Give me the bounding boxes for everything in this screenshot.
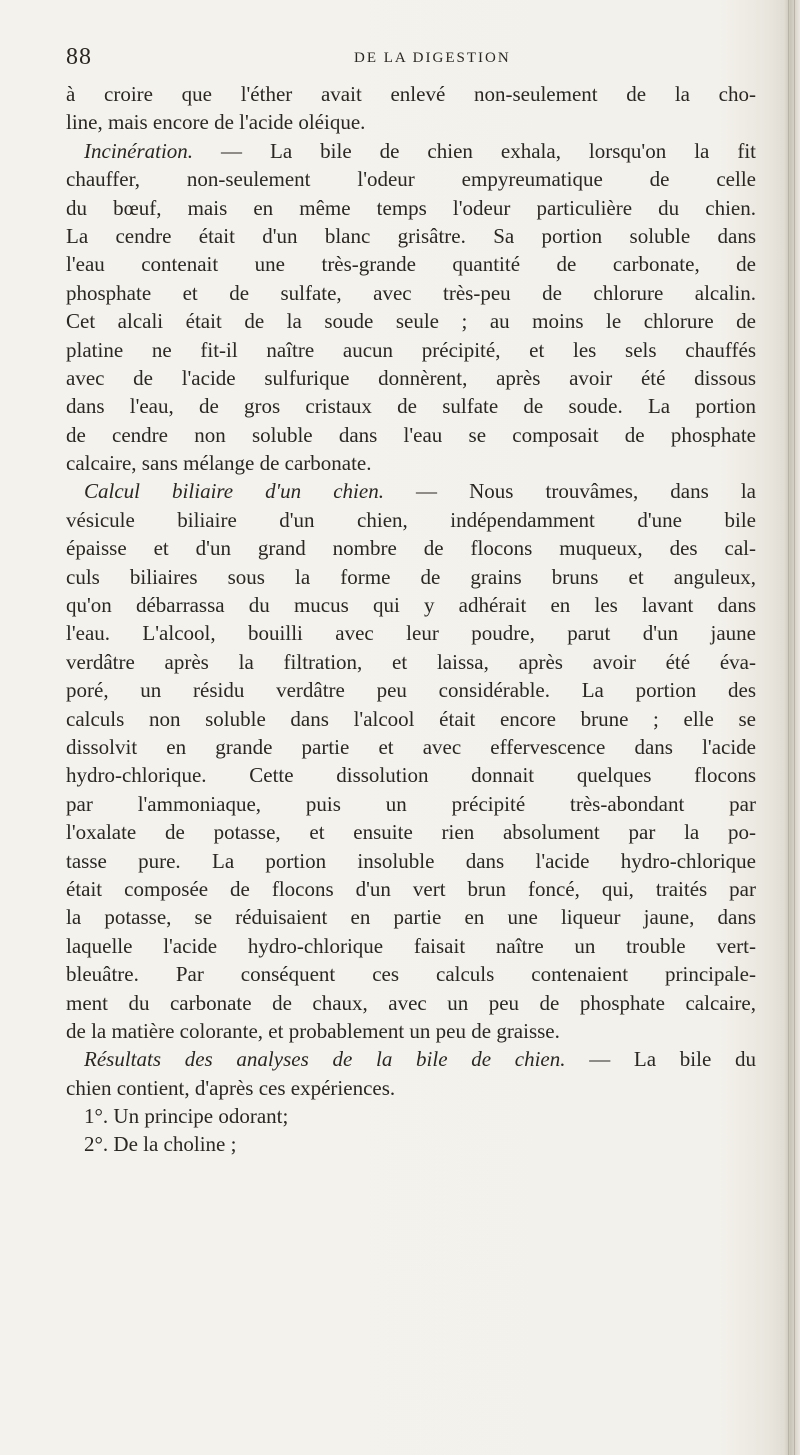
line-text: laquelle l'acide hydro-chlorique faisait naître un trouble vert- bbox=[66, 933, 756, 958]
line-text: à croire que l'éther avait enlevé non-seulement de la cho- bbox=[66, 82, 756, 106]
edge-line bbox=[788, 0, 789, 1455]
text-line bbox=[66, 903, 756, 931]
line-text: de cendre non soluble dans l'eau se composait de phosphate bbox=[66, 422, 756, 447]
text-line bbox=[66, 705, 756, 733]
page-edge bbox=[784, 0, 800, 1455]
text-line bbox=[66, 108, 756, 136]
line-text: chien contient, d'après ces expériences. bbox=[66, 1075, 396, 1100]
text-line bbox=[66, 80, 756, 108]
line-text: tasse pure. La portion insoluble dans l'acide hydro-chlorique bbox=[66, 848, 756, 873]
line-text: Cet alcali était de la soude seule ; au moins le chlorure de bbox=[66, 309, 756, 334]
line-text: de la matière colorante, et probablement un peu de graisse. bbox=[66, 1018, 560, 1043]
text-line bbox=[66, 137, 756, 165]
line-text: 1°. Un principe odorant; bbox=[84, 1104, 289, 1129]
line-text: hydro-chlorique. Cette dissolution donnait quelques flocons bbox=[66, 763, 756, 788]
edge-line bbox=[794, 0, 795, 1455]
line-text: dans l'eau, de gros cristaux de sulfate de soude. La portion bbox=[66, 394, 756, 419]
text-line bbox=[66, 648, 756, 676]
text-line bbox=[66, 733, 756, 761]
line-text: ment du carbonate de chaux, avec un peu de phosphate calcaire, bbox=[66, 990, 756, 1015]
text-line bbox=[66, 279, 756, 307]
line-text: verdâtre après la filtration, et laissa, après avoir été éva- bbox=[66, 649, 756, 674]
text-line bbox=[66, 165, 756, 193]
text-line bbox=[66, 563, 756, 591]
text-line bbox=[66, 421, 756, 449]
line-text: platine ne fit-il naître aucun précipité, et les sels chauffés bbox=[66, 337, 756, 362]
text-line bbox=[66, 960, 756, 988]
line-text: l'eau contenait une très-grande quantité de carbonate, de bbox=[66, 252, 756, 277]
text-line bbox=[66, 790, 756, 818]
text-line bbox=[66, 194, 756, 222]
text-line bbox=[66, 591, 756, 619]
line-text: poré, un résidu verdâtre peu considérable. La portion des bbox=[66, 678, 756, 703]
text-line bbox=[66, 1102, 756, 1130]
line-text: chauffer, non-seulement l'odeur empyreumatique de celle bbox=[66, 167, 756, 192]
section-heading: Calcul biliaire d'un chien. bbox=[84, 479, 384, 504]
line-text: 2°. De la choline ; bbox=[84, 1132, 237, 1157]
text-line bbox=[66, 1017, 756, 1045]
text-line bbox=[66, 222, 756, 250]
text-line bbox=[66, 761, 756, 789]
running-head: DE LA DIGESTION bbox=[354, 50, 511, 66]
line-text: par l'ammoniaque, puis un précipité très-abondant par bbox=[66, 791, 756, 816]
text-line bbox=[66, 364, 756, 392]
line-text: la potasse, se réduisaient en partie en une liqueur jaune, dans bbox=[66, 905, 756, 930]
line-text: avec de l'acide sulfurique donnèrent, après avoir été dissous bbox=[66, 365, 756, 390]
line-text: — La bile de chien exhala, lorsqu'on la fit bbox=[193, 138, 756, 163]
section-heading: Incinération. bbox=[84, 138, 194, 163]
line-text: phosphate et de sulfate, avec très-peu de chlorure alcalin. bbox=[66, 280, 756, 305]
text-line bbox=[66, 250, 756, 278]
text-line bbox=[66, 1074, 756, 1102]
line-text: qu'on débarrassa du mucus qui y adhérait en les lavant dans bbox=[66, 593, 756, 618]
text-line bbox=[66, 392, 756, 420]
line-text: dissolvit en grande partie et avec effervescence dans l'acide bbox=[66, 734, 756, 759]
section-heading: Résultats des analyses de la bile de chien. bbox=[84, 1047, 566, 1072]
text-line bbox=[66, 506, 756, 534]
line-text: l'eau. L'alcool, bouilli avec leur poudre, parut d'un jaune bbox=[66, 621, 756, 646]
text-line bbox=[66, 1045, 756, 1073]
line-text: vésicule biliaire d'un chien, indépendamment d'une bile bbox=[66, 507, 756, 532]
line-text: — Nous trouvâmes, dans la bbox=[383, 479, 756, 504]
text-line bbox=[66, 875, 756, 903]
text-line bbox=[66, 932, 756, 960]
text-line bbox=[66, 477, 756, 505]
text-line bbox=[66, 989, 756, 1017]
text-line bbox=[66, 307, 756, 335]
body-text bbox=[66, 80, 756, 1159]
line-text: line, mais encore de l'acide oléique. bbox=[66, 110, 366, 135]
line-text: bleuâtre. Par conséquent ces calculs contenaient principale- bbox=[66, 962, 756, 987]
text-line bbox=[66, 449, 756, 477]
line-text: l'oxalate de potasse, et ensuite rien absolument par la po- bbox=[66, 820, 756, 845]
line-text: calcaire, sans mélange de carbonate. bbox=[66, 451, 372, 476]
text-line bbox=[66, 619, 756, 647]
text-line bbox=[66, 1130, 756, 1158]
line-text: — La bile du bbox=[565, 1047, 756, 1072]
page-header bbox=[66, 44, 746, 74]
text-line bbox=[66, 336, 756, 364]
text-line bbox=[66, 847, 756, 875]
text-line bbox=[66, 676, 756, 704]
line-text: culs biliaires sous la forme de grains bruns et anguleux, bbox=[66, 564, 756, 589]
line-text: du bœuf, mais en même temps l'odeur particulière du chien. bbox=[66, 195, 756, 220]
page-number: 88 bbox=[66, 44, 92, 70]
line-text: calculs non soluble dans l'alcool était encore brune ; elle se bbox=[66, 706, 756, 731]
line-text: La cendre était d'un blanc grisâtre. Sa portion soluble dans bbox=[66, 223, 756, 248]
line-text: épaisse et d'un grand nombre de flocons muqueux, des cal- bbox=[66, 536, 756, 561]
text-line bbox=[66, 534, 756, 562]
line-text: était composée de flocons d'un vert brun foncé, qui, traités par bbox=[66, 876, 756, 901]
text-line bbox=[66, 818, 756, 846]
